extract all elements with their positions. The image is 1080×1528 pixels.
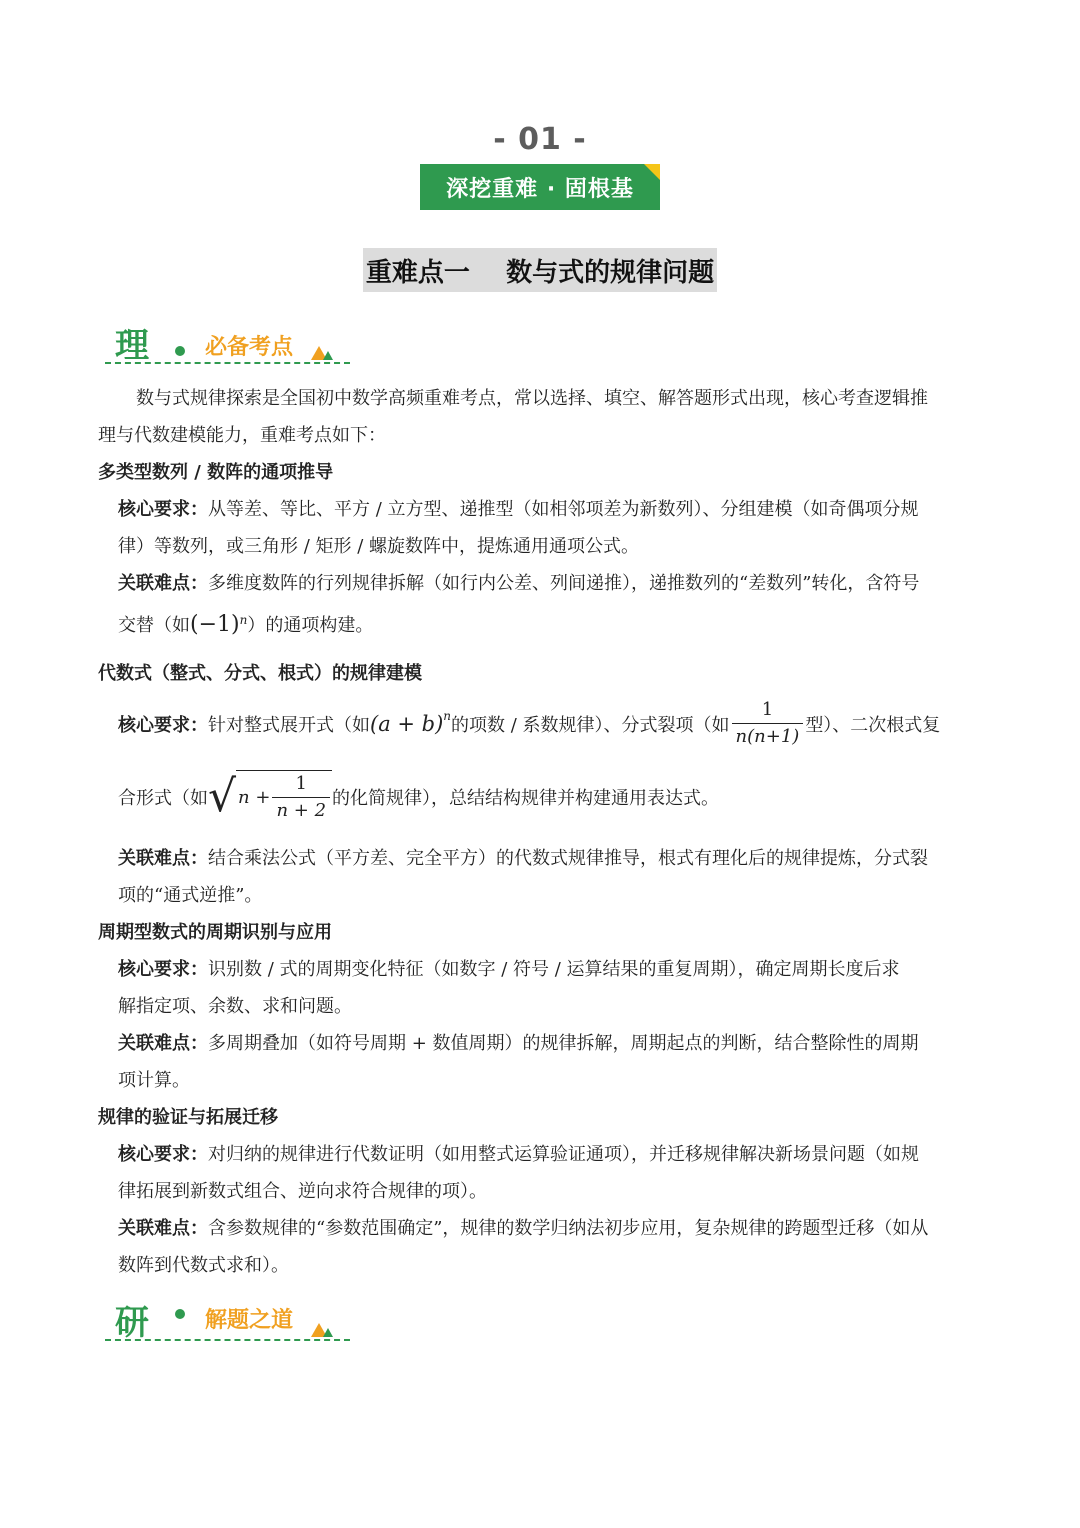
dot-icon <box>175 346 185 356</box>
intro-line-1: 数与式规律探索是全国初中数学高频重难考点，常以选择、填空、解答题形式出现，核心考查逻辑推 <box>136 388 928 409</box>
s4-diff-line-2: 数阵到代数式求和）。 <box>118 1255 289 1276</box>
s1-diff-text-2a: 交替（如 <box>118 615 190 636</box>
difficulty-label: 关联难点： <box>118 1218 208 1239</box>
mountain-small-icon <box>323 1328 333 1337</box>
page-title: 重难点一 数与式的规律问题 <box>363 248 717 292</box>
tag-underline <box>105 362 350 364</box>
banner-corner-decoration <box>644 164 660 180</box>
s1-diff-text-2b: ）的通项构建。 <box>247 615 374 636</box>
s2-core-text-1b: 的项数 / 系数规律）、分式裂项（如 <box>451 714 730 736</box>
s2-core-text-2a: 合形式（如 <box>118 788 208 809</box>
s1-core-line-1 <box>118 495 919 521</box>
core-requirement-label: 核心要求： <box>118 499 208 520</box>
s2-diff-line-1 <box>118 844 928 870</box>
radicand <box>236 770 332 824</box>
difficulty-label: 关联难点： <box>118 573 208 594</box>
s2-core-text-1a: 针对整式展开式（如 <box>208 714 370 736</box>
fraction-denominator: n(n+1) <box>735 726 800 747</box>
tag-text: 解题之道 <box>205 1308 294 1333</box>
tag-underline <box>105 1339 350 1341</box>
fraction-telescoping <box>732 697 804 750</box>
s4-core-line-1 <box>118 1140 919 1166</box>
s1-core-line-2: 律）等数列，或三角形 / 矩形 / 螺旋数阵中，提炼通用通项公式。 <box>118 536 640 557</box>
mountain-small-icon <box>323 351 333 360</box>
heading-periodic-pattern: 周期型数式的周期识别与应用 <box>98 922 332 943</box>
radical-expression <box>208 770 332 824</box>
s3-core-line-1 <box>118 955 900 981</box>
heading-sequence-general-term: 多类型数列 / 数阵的通项推导 <box>98 462 334 483</box>
heading-algebraic-expression-modeling: 代数式（整式、分式、根式）的规律建模 <box>98 663 422 684</box>
radicand-fraction <box>272 771 330 824</box>
section-tag-required-points <box>105 318 355 368</box>
s3-core-text-1: 识别数 / 式的周期变化特征（如数字 / 符号 / 运算结果的重复周期），确定周期长度后求 <box>208 959 900 980</box>
section-number: - 01 - <box>493 122 587 157</box>
s1-diff-line-2 <box>118 611 373 637</box>
s2-core-line-1 <box>118 697 940 750</box>
s4-core-text-1: 对归纳的规律进行代数证明（如用整式运算验证通项），并迁移规律解决新场景问题（如规 <box>208 1144 919 1165</box>
fraction-denominator: n + 2 <box>276 800 327 821</box>
s1-diff-text-1: 多维度数阵的行列规律拆解（如行内公差、列间递推），递推数列的“差数列”转化，含符号 <box>208 573 920 594</box>
core-requirement-label: 核心要求： <box>118 1144 208 1165</box>
s3-core-line-2: 解指定项、余数、求和问题。 <box>118 996 352 1017</box>
s2-diff-line-2: 项的“通式逆推”。 <box>118 885 263 906</box>
s3-diff-line-1 <box>118 1029 919 1055</box>
s4-diff-text-1: 含参数规律的“参数范围确定”，规律的数学归纳法初步应用，复杂规律的跨题型迁移（如从 <box>208 1218 929 1239</box>
heading-verification-and-transfer: 规律的验证与拓展迁移 <box>98 1107 278 1128</box>
math-neg-one: (−1) <box>190 612 240 637</box>
radicand-lead: n + <box>238 787 271 808</box>
s1-diff-line-1 <box>118 569 919 595</box>
s1-core-text-1: 从等差、等比、平方 / 立方型、递推型（如相邻项差为新数列）、分组建模（如奇偶项分规 <box>208 499 919 520</box>
section-banner: 深挖重难 · 固根基 <box>420 164 660 210</box>
math-binomial: (a + b) <box>370 711 444 736</box>
fraction-numerator: 1 <box>761 699 774 720</box>
section-tag-solution-methods <box>105 1295 355 1345</box>
math-exponent-n: n <box>239 613 248 627</box>
core-requirement-label: 核心要求： <box>118 959 208 980</box>
s3-diff-line-2: 项计算。 <box>118 1070 190 1091</box>
s4-diff-line-1 <box>118 1214 928 1240</box>
s2-core-text-1c: 型）、二次根式复 <box>805 714 941 736</box>
tag-text: 必备考点 <box>205 335 294 360</box>
fraction-numerator: 1 <box>295 773 307 794</box>
dot-icon <box>175 1309 185 1319</box>
intro-line-2: 理与代数建模能力，重难考点如下： <box>98 425 386 446</box>
s2-core-line-2 <box>118 770 719 824</box>
s4-core-line-2: 律拓展到新数式组合、逆向求符合规律的项）。 <box>118 1181 487 1202</box>
s2-core-text-2b: 的化简规律），总结结构规律并构建通用表达式。 <box>332 788 720 809</box>
tag-big-character: 理 <box>115 326 149 366</box>
s2-diff-text-1: 结合乘法公式（平方差、完全平方）的代数式规律推导，根式有理化后的规律提炼，分式裂 <box>208 848 928 869</box>
difficulty-label: 关联难点： <box>118 1033 208 1054</box>
core-requirement-label: 核心要求： <box>118 714 208 736</box>
radical-sign-icon: √ <box>208 771 237 822</box>
difficulty-label: 关联难点： <box>118 848 208 869</box>
s3-diff-text-1: 多周期叠加（如符号周期 + 数值周期）的规律拆解，周期起点的判断，结合整除性的周期 <box>208 1033 919 1054</box>
math-exponent-n: n <box>443 709 452 723</box>
tag-big-character: 研 <box>115 1303 149 1343</box>
